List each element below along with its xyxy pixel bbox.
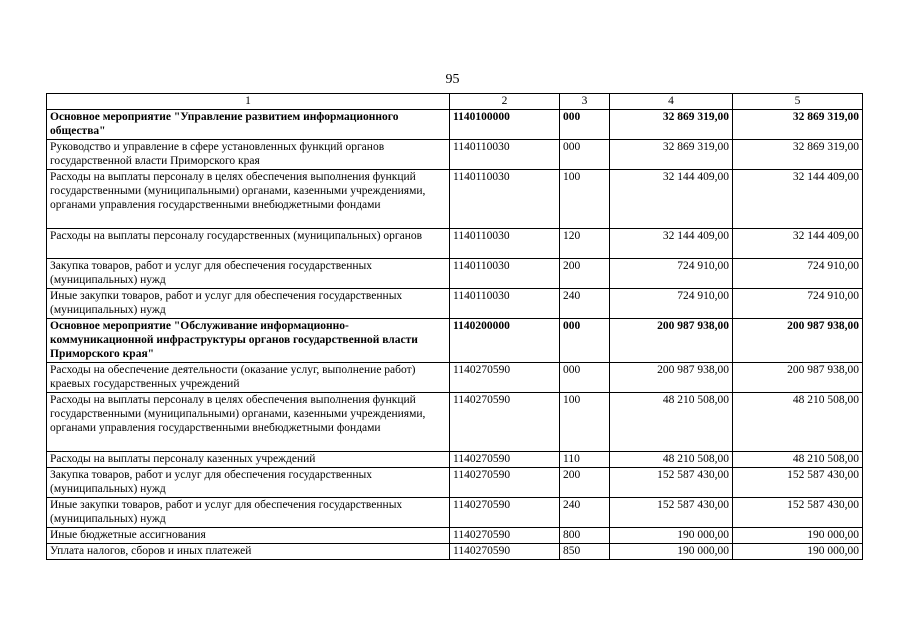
- row-name-cell: Закупка товаров, работ и услуг для обеспечения государственных (муниципальных) нужд: [47, 259, 450, 289]
- row-amount-1-cell: 200 987 938,00: [610, 319, 733, 363]
- column-number-row: [47, 94, 863, 110]
- row-code-cell: 1140270590: [450, 393, 560, 452]
- row-name-cell: Расходы на выплаты персоналу в целях обеспечения выполнения функций государственными (муниципальными) органами, казенными учреждениями, органами управления государственными внебюджетными фондами: [47, 393, 450, 452]
- row-amount-1-cell: 190 000,00: [610, 528, 733, 544]
- row-amount-1-cell: 724 910,00: [610, 289, 733, 319]
- row-code-cell: 1140110030: [450, 289, 560, 319]
- row-code-cell: 1140270590: [450, 452, 560, 468]
- row-code-cell: 1140110030: [450, 170, 560, 229]
- row-type-cell: 240: [560, 289, 610, 319]
- row-amount-2-cell: 32 144 409,00: [733, 170, 863, 229]
- table-row: [47, 452, 863, 468]
- row-amount-1-cell: 48 210 508,00: [610, 452, 733, 468]
- row-amount-1-cell: 152 587 430,00: [610, 468, 733, 498]
- row-name-cell: Расходы на выплаты персоналу в целях обеспечения выполнения функций государственными (муниципальными) органами, казенными учреждениями, органами управления государственными внебюджетными фондами: [47, 170, 450, 229]
- row-code-cell: 1140270590: [450, 528, 560, 544]
- column-header-name: 1: [47, 94, 450, 110]
- row-amount-2-cell: 200 987 938,00: [733, 363, 863, 393]
- row-type-cell: 200: [560, 468, 610, 498]
- row-name-cell: Расходы на выплаты персоналу казенных учреждений: [47, 452, 450, 468]
- row-amount-2-cell: 152 587 430,00: [733, 498, 863, 528]
- row-type-cell: 100: [560, 393, 610, 452]
- table-row: [47, 229, 863, 259]
- row-code-cell: 1140270590: [450, 498, 560, 528]
- row-amount-2-cell: 32 144 409,00: [733, 229, 863, 259]
- column-header-type: 3: [560, 94, 610, 110]
- table-row: [47, 319, 863, 363]
- row-type-cell: 000: [560, 140, 610, 170]
- row-amount-1-cell: 32 869 319,00: [610, 140, 733, 170]
- row-code-cell: 1140110030: [450, 140, 560, 170]
- row-name-cell: Иные закупки товаров, работ и услуг для обеспечения государственных (муниципальных) нужд: [47, 289, 450, 319]
- row-amount-1-cell: 724 910,00: [610, 259, 733, 289]
- row-amount-2-cell: 190 000,00: [733, 528, 863, 544]
- row-amount-1-cell: 32 869 319,00: [610, 110, 733, 140]
- row-amount-2-cell: 724 910,00: [733, 289, 863, 319]
- row-type-cell: 850: [560, 544, 610, 560]
- row-name-cell: Руководство и управление в сфере установленных функций органов государственной власти Приморского края: [47, 140, 450, 170]
- table-body: [47, 110, 863, 560]
- row-code-cell: 1140110030: [450, 259, 560, 289]
- page-number: 95: [445, 72, 460, 87]
- table-row: [47, 110, 863, 140]
- row-amount-1-cell: 200 987 938,00: [610, 363, 733, 393]
- row-name-cell: Основное мероприятие "Управление развитием информационного общества": [47, 110, 450, 140]
- column-header-amount-2: 5: [733, 94, 863, 110]
- row-type-cell: 000: [560, 110, 610, 140]
- table-row: [47, 393, 863, 452]
- budget-table: [46, 93, 863, 560]
- column-header-code: 2: [450, 94, 560, 110]
- row-name-cell: Уплата налогов, сборов и иных платежей: [47, 544, 450, 560]
- row-name-cell: Расходы на выплаты персоналу государственных (муниципальных) органов: [47, 229, 450, 259]
- row-amount-2-cell: 32 869 319,00: [733, 110, 863, 140]
- table-row: [47, 289, 863, 319]
- row-amount-2-cell: 48 210 508,00: [733, 452, 863, 468]
- table-row: [47, 468, 863, 498]
- row-amount-2-cell: 724 910,00: [733, 259, 863, 289]
- row-amount-2-cell: 190 000,00: [733, 544, 863, 560]
- row-code-cell: 1140100000: [450, 110, 560, 140]
- row-type-cell: 800: [560, 528, 610, 544]
- table-row: [47, 259, 863, 289]
- row-type-cell: 000: [560, 319, 610, 363]
- row-amount-1-cell: 48 210 508,00: [610, 393, 733, 452]
- row-type-cell: 110: [560, 452, 610, 468]
- row-code-cell: 1140270590: [450, 544, 560, 560]
- row-name-cell: Иные бюджетные ассигнования: [47, 528, 450, 544]
- table-row: [47, 363, 863, 393]
- table-row: [47, 170, 863, 229]
- row-type-cell: 000: [560, 363, 610, 393]
- row-code-cell: 1140110030: [450, 229, 560, 259]
- row-name-cell: Расходы на обеспечение деятельности (оказание услуг, выполнение работ) краевых государственных учреждений: [47, 363, 450, 393]
- column-header-amount-1: 4: [610, 94, 733, 110]
- row-name-cell: Основное мероприятие "Обслуживание информационно-коммуникационной инфраструктуры органов государственной власти Приморского края": [47, 319, 450, 363]
- row-type-cell: 240: [560, 498, 610, 528]
- table-row: [47, 528, 863, 544]
- table-row: [47, 140, 863, 170]
- table-row: [47, 544, 863, 560]
- row-amount-2-cell: 48 210 508,00: [733, 393, 863, 452]
- row-name-cell: Закупка товаров, работ и услуг для обеспечения государственных (муниципальных) нужд: [47, 468, 450, 498]
- row-amount-2-cell: 152 587 430,00: [733, 468, 863, 498]
- row-amount-2-cell: 200 987 938,00: [733, 319, 863, 363]
- row-amount-2-cell: 32 869 319,00: [733, 140, 863, 170]
- table-row: [47, 498, 863, 528]
- row-code-cell: 1140270590: [450, 363, 560, 393]
- row-type-cell: 120: [560, 229, 610, 259]
- row-amount-1-cell: 32 144 409,00: [610, 229, 733, 259]
- row-name-cell: Иные закупки товаров, работ и услуг для обеспечения государственных (муниципальных) нужд: [47, 498, 450, 528]
- row-type-cell: 100: [560, 170, 610, 229]
- row-code-cell: 1140200000: [450, 319, 560, 363]
- row-code-cell: 1140270590: [450, 468, 560, 498]
- row-type-cell: 200: [560, 259, 610, 289]
- row-amount-1-cell: 152 587 430,00: [610, 498, 733, 528]
- row-amount-1-cell: 32 144 409,00: [610, 170, 733, 229]
- row-amount-1-cell: 190 000,00: [610, 544, 733, 560]
